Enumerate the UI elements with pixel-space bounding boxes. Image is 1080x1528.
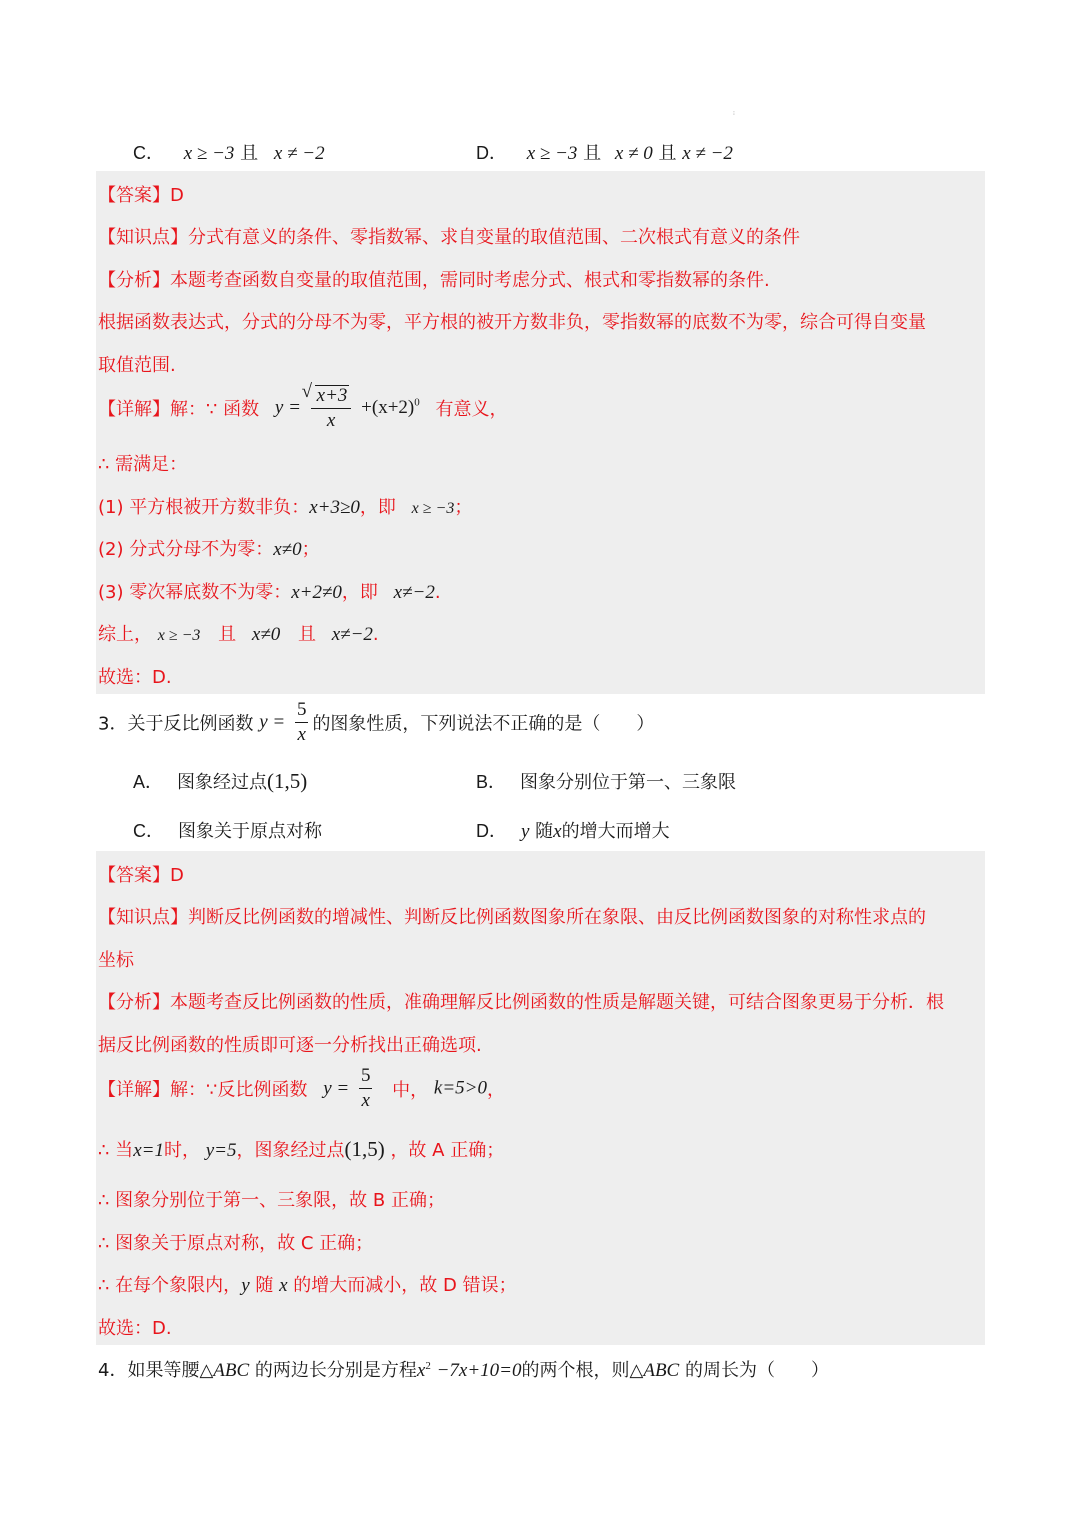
q2-answer: 【答案】D (98, 185, 184, 206)
q3-detail: 【详解】解：∵反比例函数 y = $\frac{5}{x}$ 中， k=5>0， (98, 1065, 505, 1111)
q3-detail-fraction: $\frac{5}{x}$ (360, 1065, 371, 1111)
q3-knowledge-1: 【知识点】判断反比例函数的增减性、判断反比例函数图象所在象限、由反比例函数图象的对称性求点的 (98, 907, 926, 928)
q3-stem-fraction: $\frac{5}{x}$ (296, 699, 307, 745)
q3-option-d[interactable]: D． y 随x的增大而增大 (476, 821, 670, 842)
q3-analysis-1: 【分析】本题考查反比例函数的性质，准确理解反比例函数的性质是解题关键，可结合图象更易于分析．根 (98, 992, 944, 1013)
q2-summary: 综上， x ≥ −3 且 x≠0 且 x≠−2. (98, 624, 379, 645)
q2-choose: 故选：D. (98, 667, 172, 688)
q3-line-3: ∴ 图象关于原点对称，故 C 正确； (98, 1233, 374, 1254)
q2-analysis-3: 取值范围. (98, 355, 176, 376)
q3-option-a[interactable]: A． 图象经过点(1,5) (133, 769, 308, 793)
q2-option-d[interactable]: D． x ≥ −3 且 x ≠ 0 且 x ≠ −2 (476, 143, 733, 164)
page-mark: ⁝ (733, 110, 735, 117)
q3-stem: 3．关于反比例函数 y = $\frac{5}{x}$ 的图象性质，下列说法不正确的是（ ） (98, 699, 655, 745)
q2-need: ∴ 需满足： (98, 454, 188, 475)
q3-option-b[interactable]: B． 图象分别位于第一、三象限 (476, 772, 737, 793)
q3-analysis-2: 据反比例函数的性质即可逐一分析找出正确选项. (98, 1035, 482, 1056)
q3-line-1: ∴ 当x=1时， y=5，图象经过点(1,5) ，故 A 正确； (98, 1137, 505, 1161)
q3-line-4: ∴ 在每个象限内，y 随 x 的增大而减小，故 D 错误； (98, 1275, 517, 1296)
q2-knowledge: 【知识点】分式有意义的条件、零指数幂、求自变量的取值范围、二次根式有意义的条件 (98, 227, 800, 248)
q3-choose: 故选：D. (98, 1318, 172, 1339)
q2-analysis-1: 【分析】本题考查函数自变量的取值范围，需同时考虑分式、根式和零指数幂的条件. (98, 270, 770, 291)
q2-detail: 【详解】解：∵ 函数 y = √ $\frac{x+3}{x}$ $+(x+2)^0$ 有意义， (98, 385, 508, 431)
q2-condition-1: (1) 平方根被开方数非负：x+3≥0，即 x ≥ −3； (98, 497, 473, 518)
q2-detail-fraction: √ $\frac{x+3}{x}$ (311, 385, 352, 431)
q3-answer: 【答案】D (98, 865, 184, 886)
q2-condition-3: (3) 零次幂底数不为零：x+2≠0，即 x≠−2. (98, 582, 441, 603)
q3-option-c[interactable]: C． 图象关于原点对称 (133, 821, 322, 842)
q2-option-c[interactable]: C． x ≥ −3 且 x ≠ −2 (133, 143, 325, 164)
q2-analysis-2: 根据函数表达式，分式的分母不为零，平方根的被开方数非负，零指数幂的底数不为零，综合可得自变量 (98, 312, 926, 333)
q4-stem: 4．如果等腰△ABC 的两边长分别是方程$x^2 -7x+10=0$的两个根，则△ABC 的周长为（ ） (98, 1360, 829, 1381)
q3-line-2: ∴ 图象分别位于第一、三象限，故 B 正确； (98, 1190, 445, 1211)
q3-knowledge-2: 坐标 (98, 950, 134, 971)
q2-solution-box (96, 171, 985, 694)
q2-condition-2: (2) 分式分母不为零：x≠0； (98, 539, 320, 560)
